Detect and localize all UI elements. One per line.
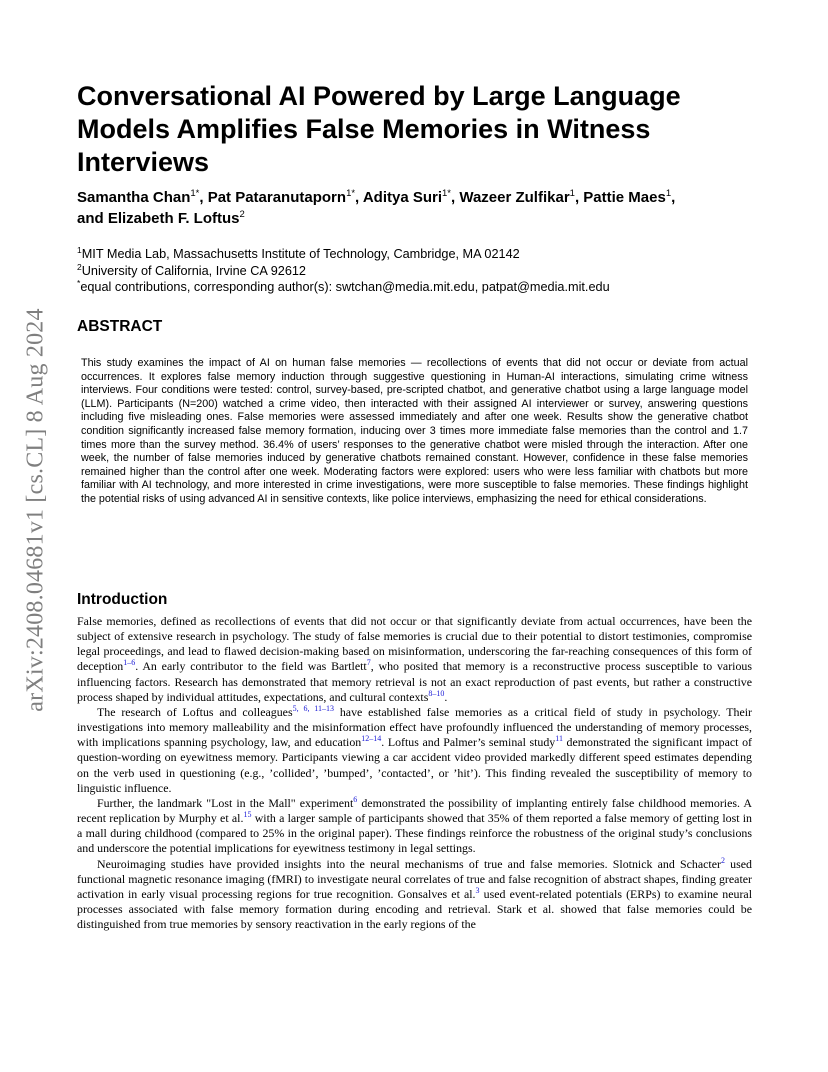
affiliation-line xyxy=(77,263,777,280)
body-text: Neuroimaging studies have provided insights into the neural mechanisms of true and false memories. Slotnick and Schacter xyxy=(97,856,721,871)
affiliation-mark: 1 xyxy=(665,188,672,199)
introduction-body xyxy=(77,614,752,932)
author-separator: , xyxy=(671,189,676,206)
arxiv-identifier xyxy=(20,290,52,730)
body-paragraph xyxy=(77,705,752,796)
abstract-text: This study examines the impact of AI on human false memories — recollections of events that did not occur or deviate from actual occurrences. It explores false memory induction through suggestive questioning in Human-AI interactions, simulating crime witness interviews. Four conditions were tested: control, survey-based, pre-scripted chatbot, and generative chatbot using a large language model (LLM). Participants (N=200) watched a crime video, then interacted with their assigned AI interviewer or survey, answering questions including five misleading ones. False memories were assessed immediately and after one week. Results show the generative chatbot condition significantly increased false memory formation, inducing over 3 times more immediate false memories than the control and 1.7 times more than the survey method. 36.4% of users’ responses to the generative chatbot were misled through the interaction. After one week, the number of false memories induced by generative chatbots remained constant. However, confidence in these false memories remained higher than the control after one week. Moderating factors were explored: users who were less familiar with chatbots but more familiar with AI technology, and more interested in crime investigations, were more susceptible to false memories. These findings highlight the potential risks of using advanced AI in sensitive contexts, like police interviews, emphasizing the need for ethical considerations. xyxy=(81,357,748,505)
author-name: Wazeer Zulfikar xyxy=(459,189,570,206)
affiliations xyxy=(77,246,777,296)
body-paragraph xyxy=(77,796,752,857)
affiliation-mark: 1 xyxy=(569,188,575,199)
body-text: , who posited that memory is a reconstructive process susceptible to various influencing factors. Research has demonstrated that memory retrieval is not an exact reproduction of past events, but rather a constructive process shaped by individual attitudes, expectations, and cultural contexts xyxy=(77,659,752,704)
body-paragraph xyxy=(77,614,752,705)
arxiv-id-text: arXiv:2408.04681v1 [cs.CL] 8 Aug 2024 xyxy=(22,308,49,712)
body-paragraph xyxy=(77,857,752,933)
body-text: . An early contributor to the field was Bartlett xyxy=(135,659,367,674)
body-text: with a larger sample of participants showed that 35% of them reported a false memory of getting lost in a mall during childhood (compared to 25% in the original paper). These findings reinforce the robustness of the original study’s conclusions and underscore the potential implications for eyewitness testimony in legal settings. xyxy=(77,811,753,856)
citation-link[interactable]: 11 xyxy=(555,734,563,744)
author-name: Samantha Chan xyxy=(77,189,191,206)
affiliation-text: University of California, Irvine CA 92612 xyxy=(81,263,306,278)
citation-link[interactable]: 8–10 xyxy=(428,688,445,698)
affiliation-mark: 2 xyxy=(239,209,245,220)
author-name: Pat Pataranutaporn xyxy=(207,189,347,206)
affiliation-line xyxy=(77,246,777,263)
author-separator: , xyxy=(355,189,363,206)
citation-link[interactable]: 1–6 xyxy=(123,658,136,668)
affiliation-text: MIT Media Lab, Massachusetts Institute of Technology, Cambridge, MA 02142 xyxy=(81,247,520,261)
author-name: and Elizabeth F. Loftus xyxy=(77,210,240,227)
body-text: used functional magnetic resonance imaging (fMRI) to investigate neural correlates of true and false recognition of abstract shapes, finding greater activation in early visual processing regions for true recognition. Gonsalves et al. xyxy=(77,856,752,901)
body-text: Further, the landmark "Lost in the Mall" experiment xyxy=(97,795,354,810)
citation-link[interactable]: 15 xyxy=(243,810,252,820)
body-text: have established false memories as a critical field of study in psychology. Their investigations into memory malleability and the misinformation effect have profoundly influenced the understanding of memory processes, with implications spanning psychology, law, and education xyxy=(77,704,752,750)
affiliation-mark: 1* xyxy=(442,188,451,199)
body-text: . Loftus and Palmer’s seminal study xyxy=(381,735,556,750)
citation-link[interactable]: 6 xyxy=(353,794,358,804)
affiliation-mark: 1* xyxy=(346,188,356,199)
author-list xyxy=(77,187,777,229)
body-text: False memories, defined as recollections of events that did not occur or that significantly deviate from actual occurrences, have been the subject of extensive research in psychology. The study of false memories is crucial due to their potential to distort testimonies, compromise legal proceedings, and lead to flawed decision-making based on misinformation, underscoring the far-reaching consequences of this form of deception xyxy=(77,614,752,674)
author-name: Pattie Maes xyxy=(583,189,666,206)
body-text: demonstrated the possibility of implanting entirely false childhood memories. A recent replication by Murphy et al. xyxy=(77,795,752,826)
citation-link[interactable]: 12–14 xyxy=(361,734,382,744)
body-text: used event-related potentials (ERPs) to examine neural processes associated with false memory formation during encoding and retrieval. Stark et al. showed that false memories could be distinguished from true memories by sensory reactivation in the early regions of the xyxy=(77,886,752,932)
body-text: The research of Loftus and colleagues xyxy=(97,704,293,719)
author-separator: , xyxy=(451,189,460,206)
affiliation-line xyxy=(77,279,777,296)
affiliation-mark: 1 xyxy=(77,245,82,255)
introduction-heading: Introduction xyxy=(77,591,168,608)
citation-link[interactable]: 5, 6, 11–13 xyxy=(292,703,335,713)
affiliation-mark: 1* xyxy=(190,188,200,199)
body-text: . xyxy=(444,689,448,704)
author-separator: , xyxy=(199,189,208,206)
author-name: Aditya Suri xyxy=(362,189,443,206)
affiliation-mark: * xyxy=(77,278,81,288)
abstract-heading: ABSTRACT xyxy=(77,318,163,335)
author-separator: , xyxy=(574,189,584,206)
citation-link[interactable]: 7 xyxy=(366,658,371,668)
affiliation-mark: 2 xyxy=(77,261,82,272)
body-text: demonstrated the significant impact of question-wording on eyewitness memory. Participants viewing a car accident video provided markedly different speed estimates depending on the verb used in questioning (e.g., ’collided’, ’bumped’, ’contacted’, or ’hit’). This finding revealed the susceptibility of memory to linguistic influence. xyxy=(77,735,752,795)
paper-title: Conversational AI Powered by Large Language Models Amplifies False Memories in Witness Interviews xyxy=(77,81,681,177)
affiliation-text: equal contributions, corresponding author(s): swtchan@media.mit.edu, patpat@media.mit.edu xyxy=(80,280,610,294)
citation-link[interactable]: 3 xyxy=(475,885,480,895)
citation-link[interactable]: 2 xyxy=(720,855,725,865)
